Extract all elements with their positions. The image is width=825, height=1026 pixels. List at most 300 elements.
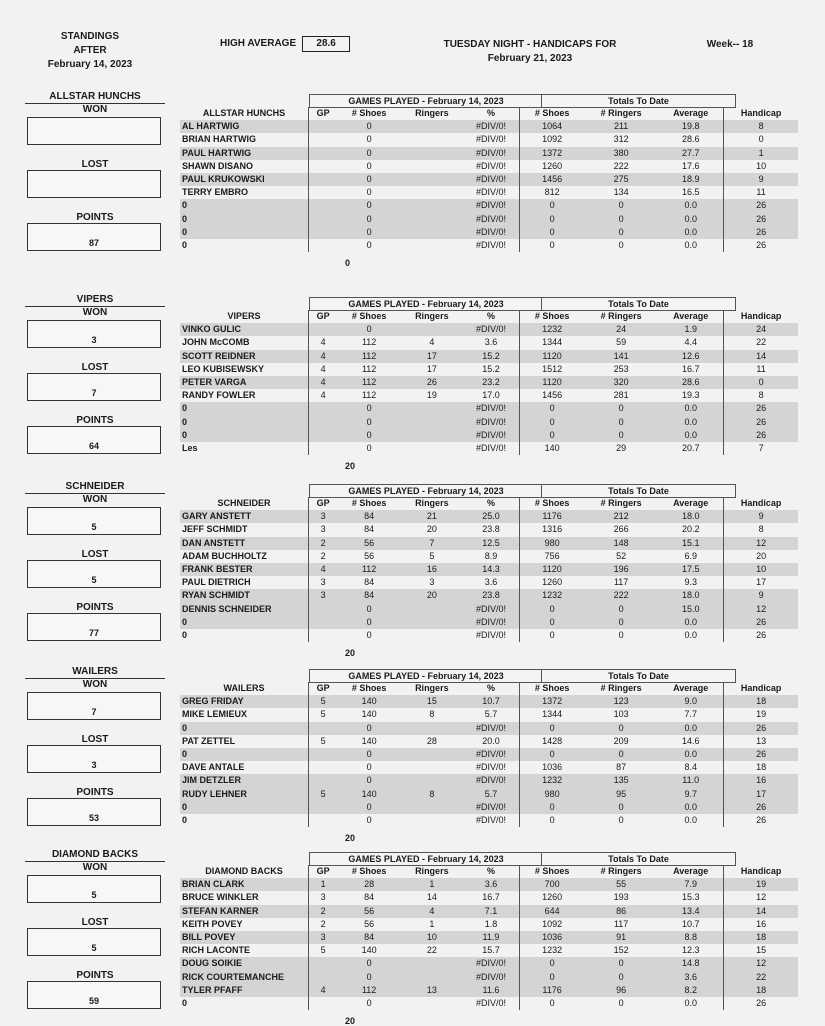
total-ringers-header: # Ringers	[600, 108, 642, 119]
pct-cell: #DIV/0!	[463, 971, 520, 984]
pct-cell: 5.7	[463, 788, 520, 801]
player-name: 0	[180, 226, 309, 239]
average-cell: 6.9	[658, 550, 723, 563]
player-name: Les	[182, 442, 198, 453]
handicap-cell: 26	[724, 213, 798, 226]
ringers-cell	[401, 160, 463, 173]
total-shoes-cell: 0	[520, 226, 584, 239]
handicap-cell: 0	[758, 134, 764, 145]
total-shoes-cell: 1120	[520, 563, 584, 576]
total-shoes-cell: 1316	[542, 524, 563, 535]
average-cell: 3.6	[658, 971, 723, 984]
shoes-cell: 0	[337, 226, 401, 239]
total-shoes-cell: 140	[544, 442, 560, 453]
shoes-cell: 112	[337, 563, 401, 576]
shoes-cell: 0	[337, 722, 401, 735]
games-played-header: GAMES PLAYED - February 14, 2023	[309, 484, 543, 498]
total-ringers-cell: 0	[584, 402, 658, 415]
total-ringers-cell: 0	[584, 226, 658, 239]
player-name: LEO KUBISEWSKY	[182, 363, 265, 374]
average-cell: 0.0	[658, 416, 723, 429]
gp-cell: 4	[309, 563, 338, 576]
week-label: Week-- 18	[706, 39, 754, 50]
handicap-cell: 22	[724, 971, 798, 984]
pct-cell: 11.9	[463, 931, 520, 944]
handicap-cell: 12	[724, 537, 798, 550]
total-shoes-cell: 1344	[542, 709, 563, 720]
handicap-cell: 8	[724, 120, 798, 133]
pct-cell: #DIV/0!	[463, 814, 520, 827]
standings-line2: AFTER	[73, 45, 107, 56]
pct-cell: 5.7	[463, 708, 520, 721]
shoes-cell: 112	[337, 350, 401, 363]
average-cell: 10.7	[658, 918, 723, 931]
ringers-header: Ringers	[415, 311, 449, 322]
total-ringers-cell: 0	[584, 603, 658, 616]
shoes-cell: 140	[361, 709, 377, 720]
player-name: AL HARTWIG	[180, 120, 309, 133]
pct-cell: #DIV/0!	[463, 239, 520, 252]
gp-cell	[309, 748, 338, 761]
total-shoes-cell: 1372	[520, 695, 584, 708]
player-name: DENNIS SCHNEIDER	[180, 603, 309, 616]
pct-cell: #DIV/0!	[463, 774, 520, 787]
ringers-cell: 4	[401, 905, 463, 918]
won-label: WON	[82, 679, 108, 690]
total-ringers-cell: 148	[584, 537, 658, 550]
handicap-cell: 12	[756, 892, 767, 903]
total-shoes-cell: 0	[520, 748, 584, 761]
pct-header: %	[463, 310, 520, 323]
high-average-label: HIGH AVERAGE	[220, 38, 297, 49]
total-ringers-header: # Ringers	[600, 866, 642, 877]
player-name: JIM DETZLER	[180, 774, 309, 787]
total-shoes-cell: 0	[549, 814, 555, 825]
shoes-cell: 0	[337, 748, 401, 761]
total-ringers-cell: 135	[584, 774, 658, 787]
total-shoes-cell: 0	[520, 429, 584, 442]
lost-box: 7	[27, 373, 161, 401]
table-row	[180, 931, 798, 944]
total-ringers-cell: 0	[584, 616, 658, 629]
player-name: PAUL DIETRICH	[182, 577, 251, 588]
average-header: Average	[658, 865, 723, 878]
total-ringers-cell: 141	[584, 350, 658, 363]
total-ringers-cell: 103	[613, 709, 629, 720]
gp-cell: 4	[309, 350, 338, 363]
handicap-cell: 9	[724, 173, 798, 186]
ringers-cell: 28	[426, 735, 437, 746]
player-name: 0	[182, 629, 188, 640]
total-shoes-cell: 1092	[542, 134, 563, 145]
average-cell: 8.4	[658, 761, 723, 774]
ringers-cell	[401, 199, 463, 212]
total-ringers-cell: 87	[616, 762, 627, 773]
table-row	[180, 774, 798, 787]
games-played-header: GAMES PLAYED - February 14, 2023	[309, 669, 543, 683]
total-shoes-cell: 1232	[520, 323, 584, 336]
total-ringers-cell: 253	[613, 363, 629, 374]
ringers-cell	[401, 722, 463, 735]
shoes-header: # Shoes	[351, 498, 387, 509]
table-row	[180, 323, 798, 336]
ringers-cell	[401, 603, 463, 616]
total-shoes-header: # Shoes	[534, 498, 570, 509]
player-name: PETER VARGA	[180, 376, 309, 389]
won-box: 5	[27, 507, 161, 535]
pct-cell: 23.8	[463, 589, 520, 602]
table-row	[180, 944, 798, 957]
shoes-header: # Shoes	[351, 683, 387, 694]
average-cell: 19.8	[658, 120, 723, 133]
total-shoes-cell: 0	[520, 971, 584, 984]
handicap-header: Handicap	[740, 108, 782, 119]
average-cell: 17.5	[658, 563, 723, 576]
gp-cell	[309, 774, 338, 787]
player-name: 0	[180, 722, 309, 735]
shoes-cell: 84	[364, 577, 375, 588]
ringers-cell	[401, 957, 463, 970]
pct-cell: 3.6	[463, 336, 520, 349]
pct-cell: 23.8	[463, 523, 520, 536]
shoes-cell: 0	[337, 147, 401, 160]
standings-date: February 14, 2023	[47, 59, 133, 70]
ringers-cell	[401, 239, 463, 252]
gp-cell: 5	[309, 944, 338, 957]
team-label: VIPERS	[25, 293, 165, 307]
total-shoes-cell: 980	[520, 788, 584, 801]
handicap-cell: 7	[758, 442, 764, 453]
standings-table	[180, 107, 798, 252]
total-shoes-cell: 1456	[542, 390, 563, 401]
table-row	[180, 918, 798, 931]
handicap-cell: 26	[724, 801, 798, 814]
table-row	[180, 239, 798, 252]
gp-cell: 4	[309, 376, 338, 389]
pct-cell: #DIV/0!	[463, 429, 520, 442]
gp-header: GP	[309, 107, 338, 120]
table-row	[180, 722, 798, 735]
player-name: RICH LACONTE	[182, 945, 250, 956]
total-ringers-cell: 134	[613, 187, 629, 198]
gp-cell	[309, 323, 338, 336]
average-cell: 0.0	[658, 814, 723, 827]
gp-cell: 3	[309, 523, 338, 536]
gp-cell	[309, 213, 338, 226]
shoes-cell: 28	[337, 878, 401, 891]
gp-cell	[309, 814, 338, 827]
total-ringers-cell: 96	[584, 984, 658, 997]
header-row	[180, 497, 798, 510]
pct-header: %	[463, 865, 520, 878]
lost-label: LOST	[81, 734, 109, 745]
total-shoes-cell: 700	[520, 878, 584, 891]
total-ringers-cell: 24	[584, 323, 658, 336]
average-cell: 0.0	[658, 213, 723, 226]
average-cell: 0.0	[658, 801, 723, 814]
ringers-cell	[401, 629, 463, 642]
handicap-cell: 15	[756, 945, 767, 956]
pct-cell: 14.3	[463, 563, 520, 576]
pct-cell: #DIV/0!	[463, 442, 520, 455]
gp-cell: 3	[309, 510, 338, 523]
average-cell: 0.0	[658, 997, 723, 1010]
total-shoes-cell: 1036	[542, 762, 563, 773]
player-name: 0	[180, 199, 309, 212]
table-row	[180, 814, 798, 827]
player-name: STEFAN KARNER	[180, 905, 309, 918]
total-shoes-cell: 1120	[520, 350, 584, 363]
ringers-cell: 7	[401, 537, 463, 550]
table-row	[180, 226, 798, 239]
table-row	[180, 878, 798, 891]
total-ringers-cell: 0	[584, 801, 658, 814]
player-name: 0	[180, 416, 309, 429]
won-box: 3	[27, 320, 161, 348]
shoes-cell: 0	[366, 997, 372, 1008]
lost-label: LOST	[81, 917, 109, 928]
gp-cell: 3	[309, 891, 338, 904]
player-name: 0	[180, 616, 309, 629]
pct-cell: #DIV/0!	[463, 616, 520, 629]
points-label: POINTS	[76, 970, 114, 981]
total-shoes-header: # Shoes	[534, 108, 570, 119]
total-ringers-cell: 86	[584, 905, 658, 918]
total-ringers-cell: 0	[584, 213, 658, 226]
ringers-cell: 5	[429, 550, 435, 561]
ringers-header: Ringers	[415, 498, 449, 509]
won-label: WON	[82, 862, 108, 873]
pct-cell: #DIV/0!	[463, 402, 520, 415]
average-cell: 17.6	[658, 160, 723, 173]
pct-cell: 3.6	[463, 576, 520, 589]
player-name: SCOTT REIDNER	[180, 350, 309, 363]
shoes-cell: 0	[337, 323, 401, 336]
handicap-header: Handicap	[740, 866, 782, 877]
ringers-cell	[401, 186, 463, 199]
pct-cell: 3.6	[463, 878, 520, 891]
pct-cell: #DIV/0!	[463, 120, 520, 133]
shoes-cell: 112	[337, 984, 401, 997]
pct-cell: #DIV/0!	[463, 199, 520, 212]
team-total: 20	[345, 460, 356, 471]
total-shoes-cell: 0	[520, 416, 584, 429]
total-shoes-cell: 1372	[520, 147, 584, 160]
handicap-cell: 12	[724, 957, 798, 970]
ringers-cell: 1	[401, 878, 463, 891]
average-cell: 16.5	[658, 186, 723, 199]
shoes-header: # Shoes	[351, 866, 387, 877]
pct-cell: #DIV/0!	[463, 997, 520, 1010]
total-shoes-cell: 0	[549, 629, 555, 640]
handicap-header: Handicap	[740, 683, 782, 694]
gp-cell	[309, 629, 338, 642]
team-name-header: SCHNEIDER	[217, 498, 271, 509]
pct-cell: #DIV/0!	[463, 323, 520, 336]
average-cell: 18.0	[658, 589, 723, 602]
player-name: TERRY EMBRO	[182, 187, 249, 198]
handicap-cell: 26	[756, 239, 767, 250]
gp-cell	[309, 186, 338, 199]
shoes-cell: 0	[337, 120, 401, 133]
average-cell: 14.8	[658, 957, 723, 970]
won-label: WON	[82, 307, 108, 318]
gp-cell	[309, 416, 338, 429]
player-name: RUDY LEHNER	[180, 788, 309, 801]
player-name: DAVE ANTALE	[182, 762, 245, 773]
player-name: 0	[182, 997, 188, 1008]
total-shoes-cell: 812	[544, 187, 560, 198]
gp-cell: 5	[309, 708, 338, 721]
title-date: February 21, 2023	[487, 53, 573, 64]
average-cell: 20.2	[658, 523, 723, 536]
handicap-cell: 17	[724, 788, 798, 801]
team-name-header: ALLSTAR HUNCHS	[202, 108, 286, 119]
gp-header: GP	[309, 497, 338, 510]
gp-header: GP	[309, 865, 338, 878]
page-title	[420, 38, 640, 66]
player-name: JEFF SCHMIDT	[182, 524, 248, 535]
gp-cell	[309, 133, 338, 146]
shoes-cell: 0	[337, 402, 401, 415]
table-row	[180, 695, 798, 708]
table-row	[180, 905, 798, 918]
player-name: MIKE LEMIEUX	[182, 709, 248, 720]
lost-box: 5	[27, 928, 161, 956]
average-cell: 28.6	[658, 133, 723, 146]
total-shoes-cell: 1232	[520, 774, 584, 787]
player-name: VINKO GULIC	[180, 323, 309, 336]
handicap-cell: 26	[756, 629, 767, 640]
average-cell: 16.7	[658, 363, 723, 376]
totals-header: Totals To Date	[541, 297, 736, 311]
handicap-cell: 22	[756, 337, 767, 348]
player-name: SHAWN DISANO	[182, 160, 254, 171]
player-name: 0	[180, 429, 309, 442]
total-shoes-cell: 0	[520, 402, 584, 415]
ringers-cell	[401, 616, 463, 629]
player-name: 0	[182, 814, 188, 825]
gp-cell	[309, 173, 338, 186]
ringers-cell	[401, 429, 463, 442]
handicap-cell: 10	[724, 563, 798, 576]
team-label: DIAMOND BACKS	[25, 848, 165, 862]
average-cell: 14.6	[658, 735, 723, 748]
average-cell: 0.0	[658, 199, 723, 212]
points-box: 77	[27, 613, 161, 641]
table-row	[180, 537, 798, 550]
player-name: BRUCE WINKLER	[182, 892, 259, 903]
shoes-cell: 84	[337, 931, 401, 944]
handicap-cell: 26	[724, 429, 798, 442]
handicap-cell: 26	[724, 416, 798, 429]
total-shoes-cell: 1232	[542, 945, 563, 956]
gp-cell: 2	[309, 550, 338, 563]
shoes-cell: 56	[364, 918, 375, 929]
total-ringers-cell: 212	[584, 510, 658, 523]
shoes-cell: 0	[366, 239, 372, 250]
total-shoes-cell: 1120	[520, 376, 584, 389]
ringers-cell: 17	[401, 350, 463, 363]
shoes-header: # Shoes	[351, 108, 387, 119]
gp-header: GP	[309, 682, 338, 695]
ringers-cell: 3	[429, 577, 435, 588]
header-row	[180, 310, 798, 323]
shoes-cell: 0	[337, 416, 401, 429]
handicap-cell: 10	[756, 160, 767, 171]
lost-label: LOST	[81, 549, 109, 560]
pct-cell: #DIV/0!	[463, 416, 520, 429]
ringers-cell: 13	[401, 984, 463, 997]
handicap-cell: 8	[758, 524, 764, 535]
ringers-cell: 20	[401, 589, 463, 602]
team-total: 20	[345, 1015, 356, 1026]
table-row	[180, 186, 798, 199]
handicap-cell: 26	[756, 997, 767, 1008]
gp-header: GP	[309, 310, 338, 323]
gp-cell	[309, 957, 338, 970]
shoes-cell: 56	[364, 550, 375, 561]
total-ringers-cell: 0	[584, 199, 658, 212]
shoes-cell: 0	[337, 801, 401, 814]
total-ringers-cell: 209	[613, 735, 629, 746]
total-shoes-cell: 1512	[542, 363, 563, 374]
handicap-cell: 0	[724, 376, 798, 389]
total-ringers-cell: 55	[584, 878, 658, 891]
shoes-cell: 140	[361, 735, 377, 746]
pct-cell: #DIV/0!	[463, 603, 520, 616]
standings-table	[180, 310, 798, 455]
total-ringers-cell: 211	[584, 120, 658, 133]
ringers-cell	[401, 226, 463, 239]
player-name: GREG FRIDAY	[180, 695, 309, 708]
total-shoes-cell: 0	[520, 722, 584, 735]
shoes-cell: 0	[337, 774, 401, 787]
total-ringers-cell: 0	[618, 997, 624, 1008]
total-ringers-cell: 123	[584, 695, 658, 708]
handicap-cell: 26	[724, 748, 798, 761]
total-ringers-cell: 0	[584, 971, 658, 984]
total-shoes-header: # Shoes	[534, 866, 570, 877]
average-cell: 0.0	[658, 226, 723, 239]
pct-cell: #DIV/0!	[463, 186, 520, 199]
player-name: GARY ANSTETT	[180, 510, 309, 523]
high-average-value: 28.6	[302, 36, 350, 52]
shoes-cell: 140	[337, 695, 401, 708]
table-row	[180, 997, 798, 1010]
total-shoes-cell: 0	[520, 616, 584, 629]
handicap-cell: 11	[756, 363, 766, 374]
ringers-cell	[401, 997, 463, 1010]
lost-label: LOST	[81, 159, 109, 170]
table-row	[180, 510, 798, 523]
total-ringers-cell: 222	[584, 589, 658, 602]
ringers-header: Ringers	[415, 108, 449, 119]
total-shoes-cell: 0	[549, 997, 555, 1008]
pct-cell: 16.7	[463, 891, 520, 904]
standings-line1: STANDINGS	[60, 31, 120, 42]
total-ringers-cell: 312	[613, 134, 629, 145]
gp-cell: 4	[309, 363, 338, 376]
points-label: POINTS	[76, 787, 114, 798]
gp-cell	[309, 160, 338, 173]
won-box	[27, 117, 161, 145]
shoes-cell: 0	[337, 603, 401, 616]
shoes-cell: 84	[337, 510, 401, 523]
pct-cell: #DIV/0!	[463, 160, 520, 173]
pct-cell: 15.2	[463, 350, 520, 363]
handicap-cell: 20	[756, 550, 767, 561]
